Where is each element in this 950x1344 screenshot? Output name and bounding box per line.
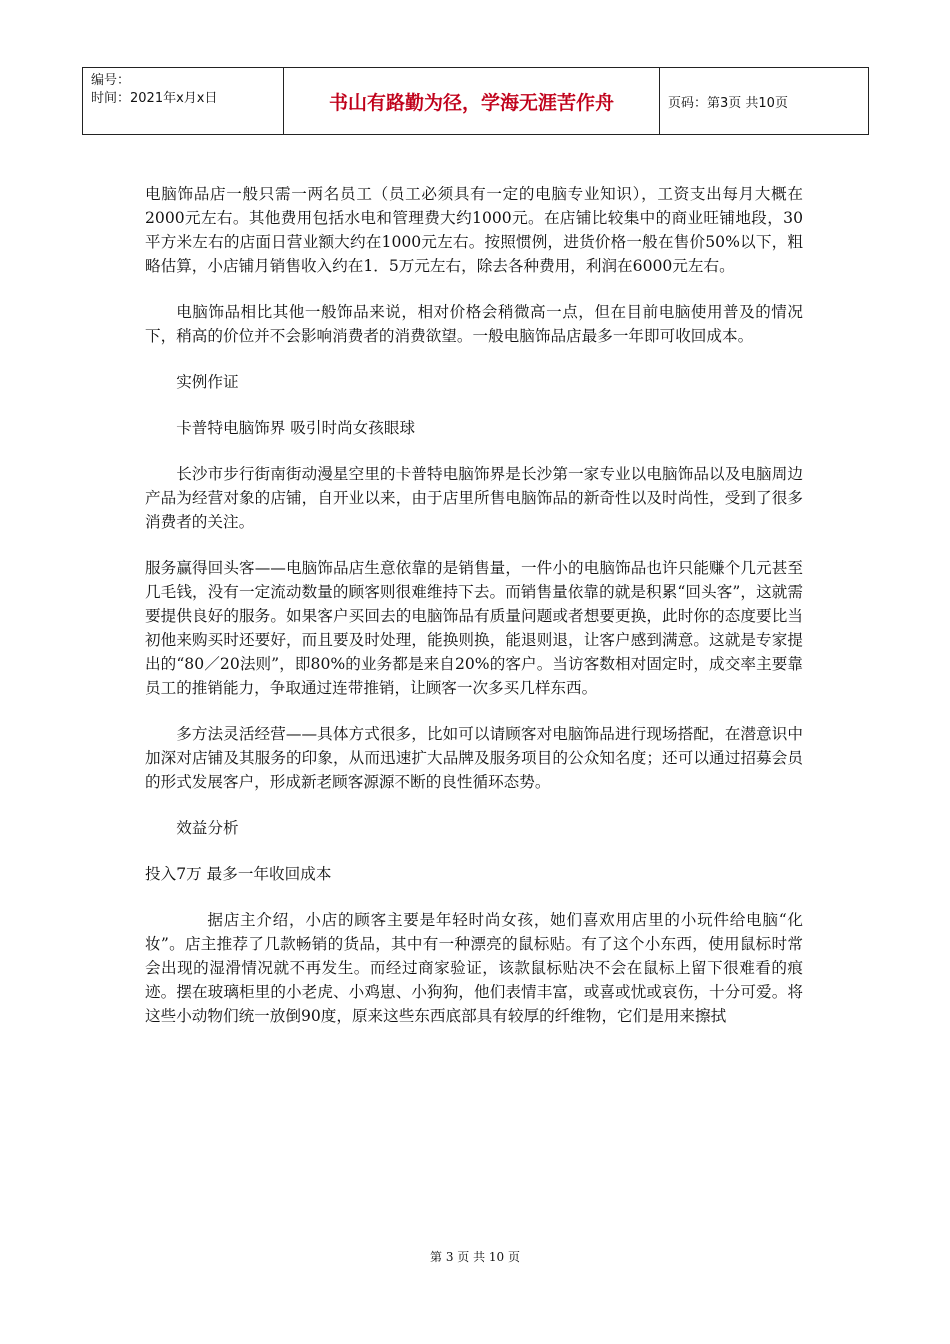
paragraph-operation: 多方法灵活经营——具体方式很多，比如可以请顾客对电脑饰品进行现场搭配，在潜意识中加深对店铺及其服务的印象，从而迅速扩大品牌及服务项目的公众知名度；还可以通过招募会员的形式发展客户，形成新老顾客源源不断的良性循环态势。 (145, 725, 803, 791)
section-heading-example: 实例作证 (176, 373, 239, 391)
paragraph-service: 服务赢得回头客——电脑饰品店生意依靠的是销售量，一件小的电脑饰品也许只能赚个几元甚至几毛钱，没有一定流动数量的顾客则很难维持下去。而销售量依靠的就是积累“回头客”，这就需要提供良好的服务。如果客户买回去的电脑饰品有质量问题或者想要更换，此时你的态度要比当初他来购买时还要好，而且要及时处理，能换则换，能退则退，让客户感到满意。这就是专家提出的“80／20法则”，即80%的业务都是来自20%的客户。当访客数相对固定时，成交率主要靠员工的推销能力，争取通过连带推销，让顾客一次多买几样东西。 (145, 559, 803, 697)
header-meta-cell (83, 68, 284, 134)
paragraph-cost: 电脑饰品店一般只需一两名员工（员工必须具有一定的电脑专业知识），工资支出每月大概在2000元左右。其他费用包括水电和管理费大约1000元。在店铺比较集中的商业旺铺地段，30平方米左右的店面日营业额大约在1000元左右。按照惯例，进货价格一般在售价50%以下，粗略估算，小店铺月销售收入约在1．5万元左右，除去各种费用，利润在6000元左右。 (145, 185, 803, 275)
document-number-label: 编号： (91, 73, 131, 88)
paragraph-price: 电脑饰品相比其他一般饰品来说，相对价格会稍微高一点，但在目前电脑使用普及的情况下，稍高的价位并不会影响消费者的消费欲望。一般电脑饰品店最多一年即可收回成本。 (145, 303, 803, 345)
header-page-number: 页码：第3页 共10页 (668, 95, 788, 111)
paragraph-owner: 据店主介绍，小店的顾客主要是年轻时尚女孩，她们喜欢用店里的小玩件给电脑“化妆”。店主推荐了几款畅销的货品，其中有一种漂亮的鼠标贴。有了这个小东西，使用鼠标时常会出现的湿滑情况就不再发生。而经过商家验证，该款鼠标贴决不会在鼠标上留下很难看的痕迹。摆在玻璃柜里的小老虎、小鸡崽、小狗狗，他们表情丰富，或喜或忧或哀伤，十分可爱。将这些小动物们统一放倒90度，原来这些东西底部具有较厚的纤维物，它们是用来擦拭 (145, 911, 803, 1025)
header-motto: 书山有路勤为径，学海无涯苦作舟 (284, 68, 660, 134)
page-header (82, 67, 869, 135)
document-time-label: 时间：2021年x月x日 (91, 91, 218, 106)
subheading-store: 卡普特电脑饰界 吸引时尚女孩眼球 (176, 419, 416, 437)
section-heading-benefit: 效益分析 (176, 819, 239, 837)
document-body (145, 182, 803, 1050)
page-footer: 第 3 页 共 10 页 (430, 1250, 520, 1264)
paragraph-store-intro: 长沙市步行街南街动漫星空里的卡普特电脑饰界是长沙第一家专业以电脑饰品以及电脑周边产品为经营对象的店铺，自开业以来，由于店里所售电脑饰品的新奇性以及时尚性，受到了很多消费者的关注。 (145, 465, 803, 531)
subheading-investment: 投入7万 最多一年收回成本 (145, 865, 332, 883)
